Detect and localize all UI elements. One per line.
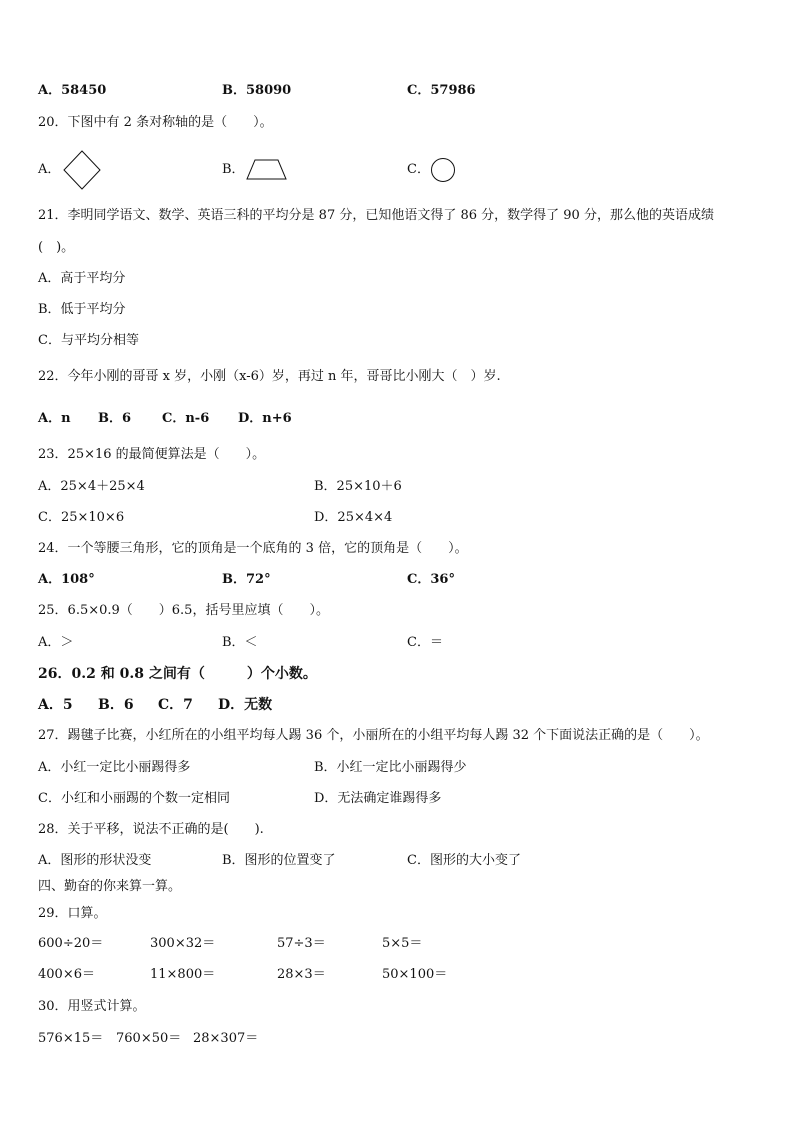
q22-option-d: D．n+6 bbox=[238, 411, 292, 426]
q29-item: 28×3＝ bbox=[277, 967, 326, 982]
q23-option-c: C．25×10×6 bbox=[38, 510, 125, 525]
q28-option-b: B．图形的位置变了 bbox=[222, 853, 336, 868]
q27-option-c: C．小红和小丽踢的个数一定相同 bbox=[38, 791, 230, 806]
q29-item: 300×32＝ bbox=[150, 936, 216, 951]
q26-option-b: B．6 bbox=[98, 697, 134, 713]
q26-option-d: D．无数 bbox=[218, 697, 273, 713]
q26-stem: 26．0.2 和 0.8 之间有（ ）个小数。 bbox=[38, 666, 317, 682]
q24-option-c: C．36° bbox=[407, 572, 455, 587]
q25-option-a: A．＞ bbox=[38, 635, 74, 650]
rhombus-icon bbox=[62, 150, 102, 190]
q27-stem: 27．踢毽子比赛，小红所在的小组平均每人踢 36 个，小丽所在的小组平均每人踢 32 个下面说法正确的是（ ）。 bbox=[38, 728, 709, 743]
q22-stem: 22．今年小刚的哥哥 x 岁，小刚（x-6）岁，再过 n 年，哥哥比小刚大（ ）岁. bbox=[38, 369, 501, 384]
q23-stem: 23．25×16 的最简便算法是（ ）。 bbox=[38, 447, 266, 462]
q28-option-a: A．图形的形状没变 bbox=[38, 853, 152, 868]
q19-option-b: B．58090 bbox=[222, 83, 292, 98]
q29-item: 57÷3＝ bbox=[277, 936, 326, 951]
q24-stem: 24．一个等腰三角形，它的顶角是一个底角的 3 倍，它的顶角是（ ）。 bbox=[38, 541, 468, 556]
q29-stem: 29．口算。 bbox=[38, 906, 107, 921]
q29-item: 5×5＝ bbox=[382, 936, 423, 951]
q21-option-a: A．高于平均分 bbox=[38, 271, 126, 286]
q26-option-c: C．7 bbox=[158, 697, 193, 713]
q28-stem: 28．关于平移，说法不正确的是( ). bbox=[38, 822, 264, 837]
q20-option-c: C． bbox=[407, 162, 430, 177]
q30-item: 760×50＝ bbox=[116, 1031, 182, 1046]
q29-item: 600÷20＝ bbox=[38, 936, 104, 951]
trapezoid-icon bbox=[246, 158, 288, 182]
circle-icon bbox=[430, 157, 456, 183]
q24-option-b: B．72° bbox=[222, 572, 271, 587]
section-title: 四、勤奋的你来算一算。 bbox=[38, 879, 182, 894]
q20-option-b: B． bbox=[222, 162, 245, 177]
q27-option-a: A．小红一定比小丽踢得多 bbox=[38, 760, 191, 775]
q23-option-b: B．25×10＋6 bbox=[314, 479, 402, 494]
q26-option-a: A．5 bbox=[38, 697, 73, 713]
q29-item: 400×6＝ bbox=[38, 967, 95, 982]
q28-option-c: C．图形的大小变了 bbox=[407, 853, 521, 868]
q19-option-c: C．57986 bbox=[407, 83, 476, 98]
q29-item: 50×100＝ bbox=[382, 967, 448, 982]
q21-option-b: B．低于平均分 bbox=[38, 302, 126, 317]
q23-option-a: A．25×4＋25×4 bbox=[38, 479, 145, 494]
q25-option-c: C．＝ bbox=[407, 635, 443, 650]
q30-item: 28×307＝ bbox=[193, 1031, 259, 1046]
q22-option-c: C．n-6 bbox=[162, 411, 210, 426]
q21-stem-line2: ( )。 bbox=[38, 240, 75, 255]
q21-stem-line1: 21．李明同学语文、数学、英语三科的平均分是 87 分，已知他语文得了 86 分，数学得了 90 分，那么他的英语成绩 bbox=[38, 208, 714, 223]
q23-option-d: D．25×4×4 bbox=[314, 510, 393, 525]
q29-item: 11×800＝ bbox=[150, 967, 216, 982]
q25-option-b: B．＜ bbox=[222, 635, 258, 650]
q27-option-b: B．小红一定比小丽踢得少 bbox=[314, 760, 467, 775]
q21-option-c: C．与平均分相等 bbox=[38, 333, 139, 348]
q30-item: 576×15＝ bbox=[38, 1031, 104, 1046]
q20-option-a: A． bbox=[38, 162, 61, 177]
q22-option-b: B．6 bbox=[98, 411, 132, 426]
q22-option-a: A．n bbox=[38, 411, 71, 426]
q19-option-a: A．58450 bbox=[38, 83, 107, 98]
q24-option-a: A．108° bbox=[38, 572, 95, 587]
q25-stem: 25．6.5×0.9（ ）6.5，括号里应填（ ）。 bbox=[38, 603, 329, 618]
q20-stem: 20．下图中有 2 条对称轴的是（ ）。 bbox=[38, 115, 273, 130]
q27-option-d: D．无法确定谁踢得多 bbox=[314, 791, 442, 806]
q30-stem: 30．用竖式计算。 bbox=[38, 999, 146, 1014]
